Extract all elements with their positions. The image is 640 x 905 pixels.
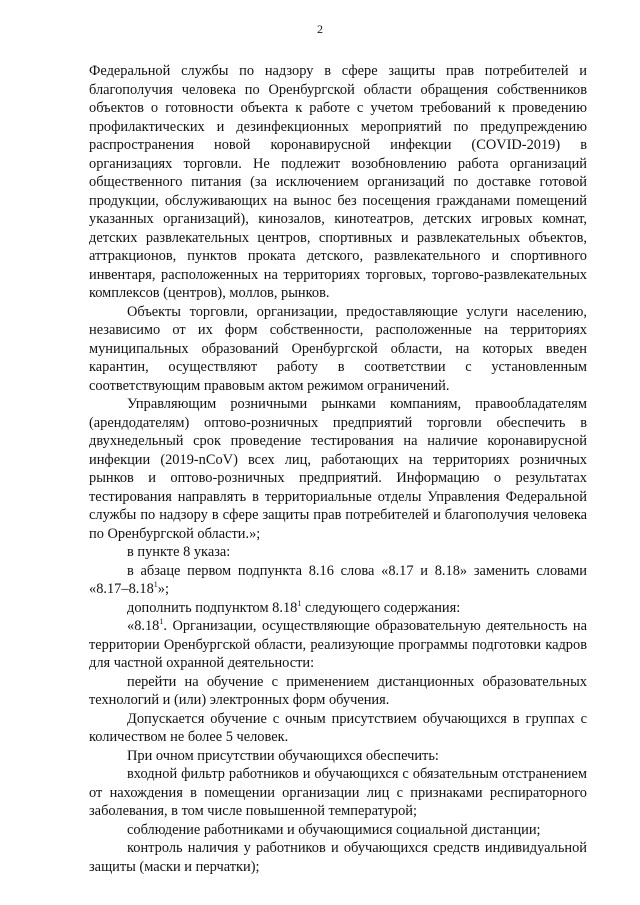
page-number: 2 — [317, 22, 323, 36]
paragraph-add-subpoint — [89, 599, 587, 618]
paragraph-ppe-control: контроль наличия у работников и обучающихся средств индивидуальной защиты (маски и перчатки); — [89, 840, 587, 875]
paragraph-trade-objects: Объекты торговли, организации, предоставляющие услуги населению, независимо от их форм собственности, расположенные на территориях муниципальных образований Оренбургской области, на которых введен карантин, осуществляют работу в соответствии с установленным соответствующим правовым актом режимом ограничений. — [89, 303, 587, 394]
paragraph-subpoint-8-18-1 — [89, 617, 587, 673]
superscript: 1 — [159, 617, 164, 627]
superscript: 1 — [297, 598, 302, 608]
paragraph-subpoint-8-18-1-start: «8.18 — [127, 618, 160, 634]
paragraph-continuation: Федеральной службы по надзору в сфере защиты прав потребителей и благополучия человека по Оренбургской области обращения собственников объектов о готовности объекта к работе с учетом требований к проведению профилактических и дезинфекционных мероприятий по предупреждению распространения новой коронавирусной инфекции (COVID-2019) в организациях торговли. Не подлежит возобновлению работа организаций общественного питания (за исключением организаций по доставке готовой продукции, обслуживающих на вынос без посещения гражданами помещений указанных организаций), кинозалов, кинотеатров, детских игровых комнат, детских развлекательных центров, спортивных и развлекательных объектов, аттракционов, пунктов проката детского, развлекательного и спортивного инвентаря, расположенных на территориях торговых, торгово-развлекательных комплексов (центров), моллов, рынков. — [89, 63, 587, 301]
paragraph-subpoint-8-16-text: в абзаце первом подпункта 8.16 слова «8.17 и 8.18» заменить словами «8.17–8.18 — [89, 562, 587, 597]
paragraph-in-person: При очном присутствии обучающихся обеспечить: — [127, 747, 439, 764]
paragraph-social-distance: соблюдение работниками и обучающимися социальной дистанции; — [127, 821, 541, 838]
paragraph-add-subpoint-end: следующего содержания: — [301, 599, 461, 616]
paragraph-group-size: Допускается обучение с очным присутствием обучающихся в группах с количеством не более 5 человек. — [89, 710, 587, 745]
paragraph-remote-learning: перейти на обучение с применением дистанционных образовательных технологий и (или) электронных форм обучения. — [89, 673, 587, 708]
paragraph-add-subpoint-text: дополнить подпунктом 8.18 — [127, 599, 298, 616]
superscript: 1 — [153, 580, 158, 590]
paragraph-markets-testing: Управляющим розничными рынками компаниям, правообладателям (арендодателям) оптово-розничных предприятий торговли обеспечить в двухнедельный срок проведение тестирования на наличие коронавирусной инфекции (2019-nCoV) всех лиц, работающих на территориях розничных рынков и оптово-розничных предприятий. Информацию о результатах тестирования направлять в территориальные отделы Управления Федеральной службы по надзору в сфере защиты прав потребителей и благополучия человека по Оренбургской области.»; — [89, 396, 587, 542]
paragraph-entry-filter: входной фильтр работников и обучающихся с обязательным отстранением от нахождения в помещении организации лиц с признаками респираторного заболевания, в том числе повышенной температурой; — [89, 766, 587, 819]
paragraph-subpoint-8-16 — [89, 562, 587, 599]
paragraph-subpoint-8-16-end: »; — [157, 581, 169, 597]
document-body — [89, 62, 587, 876]
paragraph-subpoint-8-18-1-text: . Организации, осуществляющие образовательную деятельность на территории Оренбургской области, реализующие программы подготовки кадров для частной охранной деятельности: — [89, 618, 587, 671]
paragraph-point-8: в пункте 8 указа: — [127, 544, 231, 560]
